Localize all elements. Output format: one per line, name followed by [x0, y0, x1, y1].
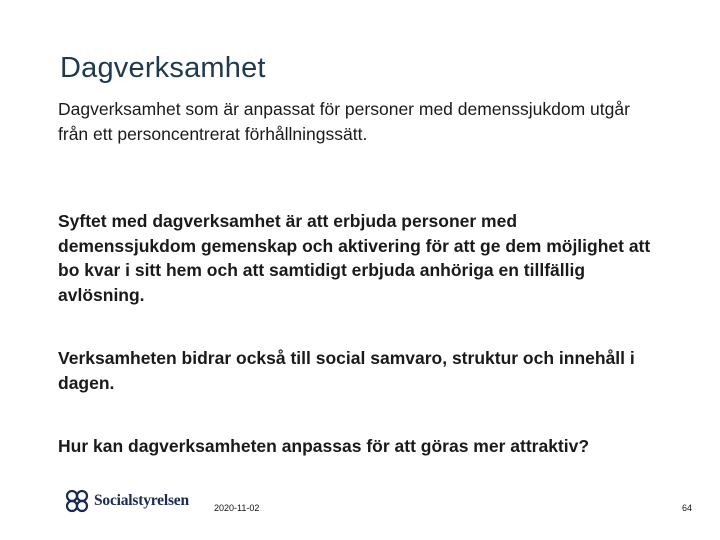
paragraph-social: Verksamheten bidrar också till social samvaro, struktur och innehåll i dagen. [58, 348, 635, 393]
paragraph-question: Hur kan dagverksamheten anpassas för att göras mer attraktiv? [58, 436, 590, 456]
paragraph-purpose: Syftet med dagverksamhet är att erbjuda personer med demenssjukdom gemenskap och aktivering för att ge dem möjlighet att bo kvar i sitt hem och att samtidigt erbjuda anhöriga en tillfällig avlösning. [58, 211, 651, 305]
socialstyrelsen-logo-icon [64, 489, 90, 513]
slide-title: Dagverksamhet [60, 52, 266, 84]
footer-logo [64, 488, 189, 514]
logo-text: Socialstyrelsen [94, 492, 189, 509]
footer-date: 2020-11-02 [214, 503, 260, 513]
paragraph-intro: Dagverksamhet som är anpassat för personer med demenssjukdom utgår från ett personcentrerat förhållningssätt. [58, 99, 630, 144]
page-number: 64 [682, 503, 693, 513]
